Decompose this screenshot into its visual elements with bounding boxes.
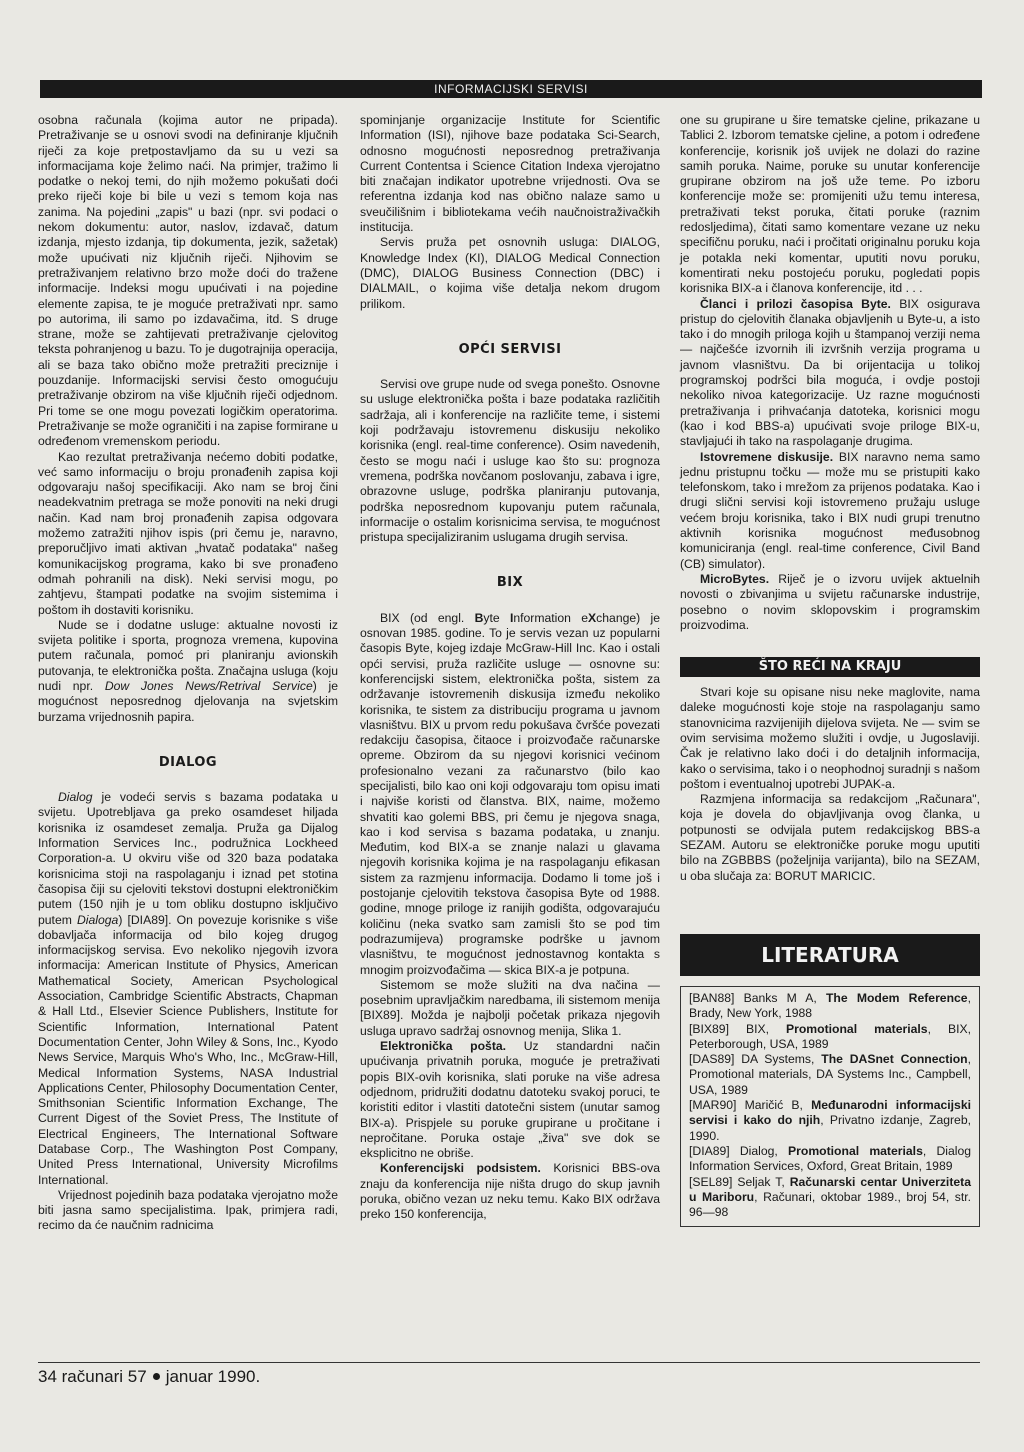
paragraph: Servis pruža pet osnovnih usluga: DIALOG, Knowledge Index (KI), DIALOG Medical Connection (DMC), DIALOG Business Connection (DBC) i DIALMAIL, o kojima više detalja nekom drugom prilikom. — [360, 235, 660, 311]
paragraph: Dialog je vodeći servis s bazama podataka u svijetu. Upotrebljava ga preko osamdeset hiljada korisnika iz osamdeset zemalja. Pruža ga Dijalog Information Services Inc., podružnica Lockheed Corporation-a. U okviru više od 320 baza podataka korisnicima stoji na raspolaganju i iznad pet stotina časopisa čiji su cjeloviti tekstovi dostupni elektroničkim putem (150 njih je u tom obliku dostupno isključivo putem Dialoga) [DIA89]. On povezuje korisnike s više dobavljača informacija od bilo kojeg drugog informacijskog servisa. Evo nekoliko njegovih izvora informacija: American Institute of Physics, American Mathematical Society, American Psychological Association, Cambridge Scientific Abstracts, Chapman & Hall Ltd., Elsevier Science Publishers, Institute for Scientific Information, International Patent Documentation Center, John Wiley & Sons, Inc., Kyodo News Service, Marquis Who's Who, Inc., McGraw-Hill, Medical Information Systems, NASA Industrial Applications Center, Philosophy Documentation Center, Smithsonian Scientific Information Exchange, The Current Digest of the Soviet Press, The Institute of Electrical Engineers, The International Software Database Corp., The Washington Post Company, United Press International, University Microfilms International. — [38, 790, 338, 1187]
reference-item: [DAS89] DA Systems, The DASnet Connection, Promotional materials, DA Systems Inc., Campbell, USA, 1989 — [689, 1052, 971, 1097]
reference-item: [BIX89] BIX, Promotional materials, BIX, Peterborough, USA, 1989 — [689, 1021, 971, 1051]
paragraph: Sistemom se može služiti na dva načina — posebnim upravljačkim naredbama, ili sistemom menija [BIX89]. Možda je najbolji početak prikaza njegovih usluga upravo sadržaj osnovnog menija, Slika 1. — [360, 977, 660, 1038]
paragraph: Razmjena informacija sa redakcijom „Računara", koja je dovela do objavljivanja ovog članka, u potpunosti se odvijala putem redakcijskog BBS-a SEZAM. Autoru se elektroničke poruke mogu uputiti bilo na ZGBBBS (poželjnija varijanta), bilo na SEZAM, u oba slučaja za: BORUT MARICIC. — [680, 792, 980, 883]
bullet-icon — [153, 1373, 160, 1380]
paragraph: Vrijednost pojedinih baza podataka vjerojatno može biti jasna samo specijalistima. Ipak, primjera radi, recimo da će naučnim radnicima — [38, 1187, 338, 1233]
reference-item: [MAR90] Maričić B, Međunarodni informacijski servisi i kako do njih, Privatno izdanje, Zagreb, 1990. — [689, 1098, 972, 1143]
references-box — [680, 986, 980, 1227]
paragraph: Stvari koje su opisane nisu neke maglovite, nama daleke mogućnosti koje stoje na raspolaganju samo stanovnicima razvijenijih dijelova svijeta. Ne — svim se ovim servisima možemo služiti i ovdje, u Jugoslaviji. Čak je relativno lako doći i do detaljnih informacija, kako o servisima, tako i o neophodnoj suradnji s našom poštom i eventualnoj upotrebi JUPAK-a. — [680, 685, 980, 791]
column-1 — [38, 113, 338, 1234]
section-heading-opci-servisi: OPĆI SERVISI — [458, 341, 562, 357]
section-heading-literatura: LITERATURA — [680, 934, 980, 976]
section-heading-bix: BIX — [496, 575, 524, 591]
section-heading-dialog: DIALOG — [158, 754, 218, 770]
paragraph: one su grupirane u šire tematske cjeline, prikazane u Tablici 2. Izborom tematske cjeline, a potom i određene konferencije, korisnik još uvijek ne dolazi do razine samih poruka. Naime, poruke su unutar konferencije grupirane obzirom na još uže teme. Po izboru konferencije može se: promijeniti užu temu interesa, pretraživati tekst poruka, čitati poruke (raznim redosljedima), čitati samo komentare vezane uz neku specifičnu poruku, naći i pročitati originalnu poruku koja je potakla neki komentar, uputiti novu poruku, komentirati neku postojeću poruku, pogledati popis korisnika BIX-a i članova konferencije, itd . . . — [680, 113, 980, 296]
paragraph: Konferencijski podsistem. Korisnici BBS-ova znaju da konferencija nije ništa drugo do skup javnih poruka, obično vezan uz neku temu. Kako BIX održava preko 150 konferencija, — [360, 1161, 660, 1222]
section-heading-sto-reci-na-kraju: ŠTO REĆI NA KRAJU — [680, 657, 980, 677]
reference-item: [BAN88] Banks M A, The Modem Reference, Brady, New York, 1988 — [689, 990, 971, 1021]
page-footer — [38, 1366, 260, 1388]
paragraph: Servisi ove grupe nude od svega ponešto. Osnovne su usluge elektronička pošta i baze podataka različitih sadržaja, ali i konferencije na različite teme, i sistemi koji podržavaju istovremenu diskusiju nekoliko korisnika (engl. real-time conference). Osim navedenih, često se mogu naći i usluge kao što su: prognoza vremena, podrška novčanom poslovanju, zabava i igre, obrazovne usluge, podrška planiranju putovanja, podrška neposrednom kupovanju putem računala, informacije o ostalim korisnicima servisa, te mogućnost pristupa specijaliziranim uslugama drugih servisa. — [360, 377, 660, 545]
footer-date: januar 1990. — [165, 1367, 261, 1386]
column-3 — [680, 113, 980, 1227]
paragraph: Članci i prilozi časopisa Byte. BIX osigurava pristup do cjelovitih članaka objavljenih u Byte-u, a isto tako i do mnogih priloga kojih u štampanoj verziji nema — najčešće izvornih ili izvršnih verzija programa u javnom vlasništvu. Da bi orijentacija u tolikoj programskoj podršci bila moguća, i ovdje postoji nekoliko nivoa kategorizacije. Uz razne mogućnosti pretraživanja i prihvaćanja datoteka, korisnici mogu (kao i kod BBS-a) upućivati svoje priloge BIX-u, stavljajući ih tako na raspolaganje drugima. — [680, 296, 981, 449]
paragraph: osobna računala (kojima autor ne pripada). Pretraživanje se u osnovi svodi na definiranje ključnih riječi za koje pretpostavljamo da su u vezi sa informacijama koje želimo naći. Na primjer, tražimo li podatke o nekoj temi, do njih možemo pokušati doći preko riječi koje bi bile u vezi s temom koja nas zanima. Na pojedini „zapis" u bazi (npr. svi podaci o nekom dokumentu: autor, naslov, izdavač, datum izdanja, mjesto izdanja, tip dokumenta, jezik, sažetak) može upućivati niz ključnih riječi. Njihovim se pretraživanjem relativno brzo može doći do tražene informacije. Indeksi mogu upućivati i na pojedine elemente zapisa, te je moguće pretraživati npr. samo po autorima, ili samo po izdavačima, itd. S druge strane, može se zahtijevati pretraživanje cjelovitog teksta pohranjenog u bazu. To je dugotrajnija operacija, ali se baza tako obično može pretražiti preciznije i pouzdanije. Informacijski servisi često omogućuju pretraživanje obzirom na više ključnih riječi odjednom. Pri tome se one mogu povezati logičkim operatorima. Pretraživanje se može ograničiti i na zapise formirane u određenom vremenskom periodu. — [38, 113, 338, 449]
paragraph: Istovremene diskusije. BIX naravno nema samo jednu pristupnu točku — može mu se pristupiti kako telefonskom, tako i mrežom za prijenos podataka. Kao i drugi slični servisi koji istovremeno pružaju usluge većem broju korisnika, tako i BIX nudi grupi trenutno aktivnih korisnika mogućnost međusobnog komuniciranja (engl. real-time conference, Civil Band (CB) simulator). — [680, 449, 980, 571]
reference-item: [DIA89] Dialog, Promotional materials, Dialog Information Services, Oxford, Great Britain, 1989 — [689, 1143, 972, 1174]
paragraph: MicroBytes. Riječ je o izvoru uvijek aktuelnih novosti o zbivanjima u svijetu računarske industrije, posebno o novim sklopovskim i programskim proizvodima. — [680, 571, 980, 632]
column-2 — [360, 113, 660, 1223]
reference-item: [SEL89] Seljak T, Računarski centar Univerziteta u Mariboru, Računari, oktobar 1989., broj 54, str. 96—98 — [689, 1174, 972, 1220]
footer-issue: 34 računari 57 — [38, 1367, 147, 1386]
paragraph: BIX (od engl. Byte Information eXchange) je osnovan 1985. godine. To je servis vezan uz popularni časopis Byte, kojeg izdaje McGraw-Hill Inc. Kao i ostali opći servisi, pruža različite usluge — osnovne su: konferencijski sistem, elektronička pošta, sistem za održavanje istovremenih diskusija između nekoliko korisnika, te sistem za distribuciju programa u javnom vlasništvu. BIX u prvom redu pokušava čvršće povezati redakciju časopisa, čitaoce i proizvođače računarske opreme. Obzirom da su njegovi korisnici većinom profesionalno vezani za računarstvo (bilo kao specijalisti, bilo kao oni koji odgovaraju tom opisu imati i najviše koristi od članstva. BIX, naime, možemo shvatiti kao golemi BBS, pri čemu je njegova snaga, kao i kod servisa s bazama podataka, u znanju. Međutim, kod BIX-a se znanje nalazi u glavama njegovih korisnika kojima je na raspolaganju efikasan sistem za razmjenu informacija. Dodamo li tome još i postojanje cjelovitih tekstova časopisa Byte od 1988. godine, mnoge priloge iz ranijih godišta, odgovarajuću količinu (neka svatko sam zamisli što se pod tim podrazumijeva) programske podrške u javnom vlasništvu, te mogućnost jednostavnog kontakta s mnogim proizvođačima — skica BIX-a je potpuna. — [360, 610, 660, 977]
footer-rule — [38, 1362, 980, 1363]
paragraph: Nude se i dodatne usluge: aktualne novosti iz svijeta politike i sporta, prognoza vremena, kupovina putem računala, pomoć pri planiranju avionskih putovanja, te elektronička pošta. Značajna usluga (koju nudi npr. Dow Jones News/Retrival Service) je mogućnost neposrednog djelovanja na svjetskim burzama vrijednosnih papira. — [38, 617, 338, 724]
paragraph: spominjanje organizacije Institute for Scientific Information (ISI), njihove baze podataka Sci-Search, odnosno mogućnosti neposrednog pretraživanja Current Contentsa i Science Citation Indexa vjerojatno biti značajan indikator upotrebne vrijednosti. Ova se referentna izdanja kod nas obično nalaze samo u sveučilišnim i bibliotekama većih naučnoistraživačkih institucija. — [360, 113, 660, 235]
paragraph: Elektronička pošta. Uz standardni način upućivanja privatnih poruka, moguće je pretraživati popis BIX-ovih korisnika, slati poruke na više adresa odjednom, pridružiti dodatnu datoteku svakoj poruci, te koristiti editor i vlastiti datotečni sistem (unutar samog BIX-a). Prispjele su poruke grupirane u pročitane i nepročitane. Poruka ostaje „živa" sve dok se eksplicitno ne obriše. — [360, 1039, 660, 1161]
paragraph: Kao rezultat pretraživanja nećemo dobiti podatke, već samo informaciju o broju pronađenih zapisa koji odgovaraju našoj specifikaciji. Ako nam se broj čini neadekvatnim pretraga se može ponoviti na neki drugi način. Kad nam broj pronađenih zapisa odgovara možemo zatražiti njihov ispis (pri čemu je, naravno, preporučljivo imati aktivan „hvatač podataka" našeg komunikacijskog programa, kako bi sve pronađeno odmah pohranili na disk). Neki servisi mogu, po zahtjevu, štampati podatke na svojim sistemima i poštom ih dostaviti korisniku. — [38, 449, 338, 617]
section-header: INFORMACIJSKI SERVISI — [40, 80, 982, 98]
